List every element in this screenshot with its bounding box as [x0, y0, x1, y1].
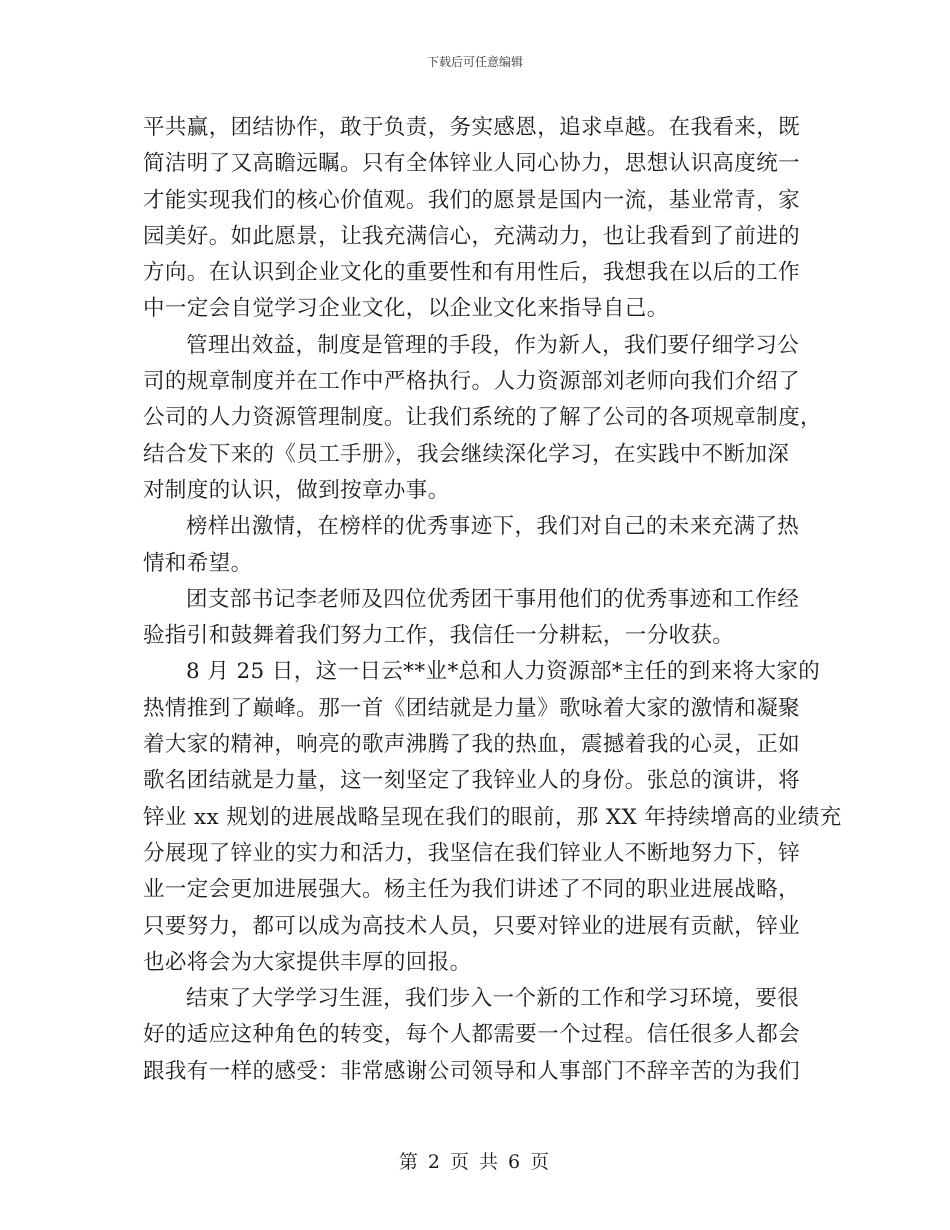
paragraph-6 [143, 981, 811, 1090]
page-number: 第 2 页 共 6 页 [398, 1151, 552, 1173]
text-line: 跟我有一样的感受：非常感谢公司领导和人事部门不辞辛苦的为我们 [143, 1058, 801, 1084]
paragraph-2 [143, 328, 822, 509]
paragraph-3 [143, 509, 811, 582]
text-line: 锌业 xx 规划的进展战略呈现在我们的眼前，那 XX 年持续增高的业绩充 [143, 804, 842, 830]
text-line: 验指引和鼓舞着我们努力工作，我信任一分耕耘，一分收获。 [143, 623, 735, 649]
text-line: 结合发下来的《员工手册》，我会继续深化学习，在实践中不断加深 [143, 441, 790, 467]
text-line: 公司的人力资源管理制度。让我们系统的了解了公司的各项规章制度， [143, 405, 822, 431]
text-line: 着大家的精神，响亮的歌声沸腾了我的热血，震撼着我的心灵，正如 [143, 732, 801, 758]
text-line: 才能实现我们的核心价值观。我们的愿景是国内一流，基业常青，家 [143, 187, 801, 213]
text-line: 情和希望。 [143, 550, 253, 576]
text-line: 好的适应这种角色的转变，每个人都需要一个过程。信任很多人都会 [143, 1022, 801, 1048]
page-header-note: 下载后可任意编辑 [426, 55, 523, 69]
document-body [143, 110, 842, 1090]
paragraph-4 [143, 582, 811, 655]
text-line: 8 月 25 日，这一日云**业*总和人力资源部*主任的到来将大家的 [186, 659, 821, 685]
text-line: 对制度的认识，做到按章办事。 [143, 477, 450, 503]
text-line: 司的规章制度并在工作中严格执行。人力资源部刘老师向我们介绍了 [143, 369, 801, 395]
text-line: 结束了大学学习生涯，我们步入一个新的工作和学习环境，要很 [186, 986, 800, 1012]
text-line: 团支部书记李老师及四位优秀团干事用他们的优秀事迹和工作经 [186, 586, 800, 612]
text-line: 中一定会自觉学习企业文化，以企业文化来指导自己。 [143, 296, 669, 322]
text-line: 歌名团结就是力量，这一刻坚定了我锌业人的身份。张总的演讲，将 [143, 768, 801, 794]
text-line: 分展现了锌业的实力和活力，我坚信在我们锌业人不断地努力下，锌 [143, 840, 801, 866]
text-line: 只要努力，都可以成为高技术人员，只要对锌业的进展有贡献，锌业 [143, 913, 801, 939]
paragraph-1 [143, 110, 811, 328]
text-line: 热情推到了巅峰。那一首《团结就是力量》歌咏着大家的激情和凝聚 [143, 695, 801, 721]
paragraph-5 [143, 654, 842, 981]
text-line: 也必将会为大家提供丰厚的回报。 [143, 949, 472, 975]
text-line: 方向。在认识到企业文化的重要性和有用性后，我想我在以后的工作 [143, 260, 801, 286]
text-line: 榜样出激情，在榜样的优秀事迹下，我们对自己的未来充满了热 [186, 514, 800, 540]
text-line: 园美好。如此愿景，让我充满信心，充满动力，也让我看到了前进的 [143, 223, 801, 249]
text-line: 简洁明了又高瞻远瞩。只有全体锌业人同心协力，思想认识高度统一 [143, 151, 801, 177]
text-line: 业一定会更加进展强大。杨主任为我们讲述了不同的职业进展战略， [143, 877, 801, 903]
text-line: 管理出效益，制度是管理的手段，作为新人，我们要仔细学习公 [186, 332, 800, 358]
text-line: 平共赢，团结协作，敢于负责，务实感恩，追求卓越。在我看来，既 [143, 115, 801, 140]
